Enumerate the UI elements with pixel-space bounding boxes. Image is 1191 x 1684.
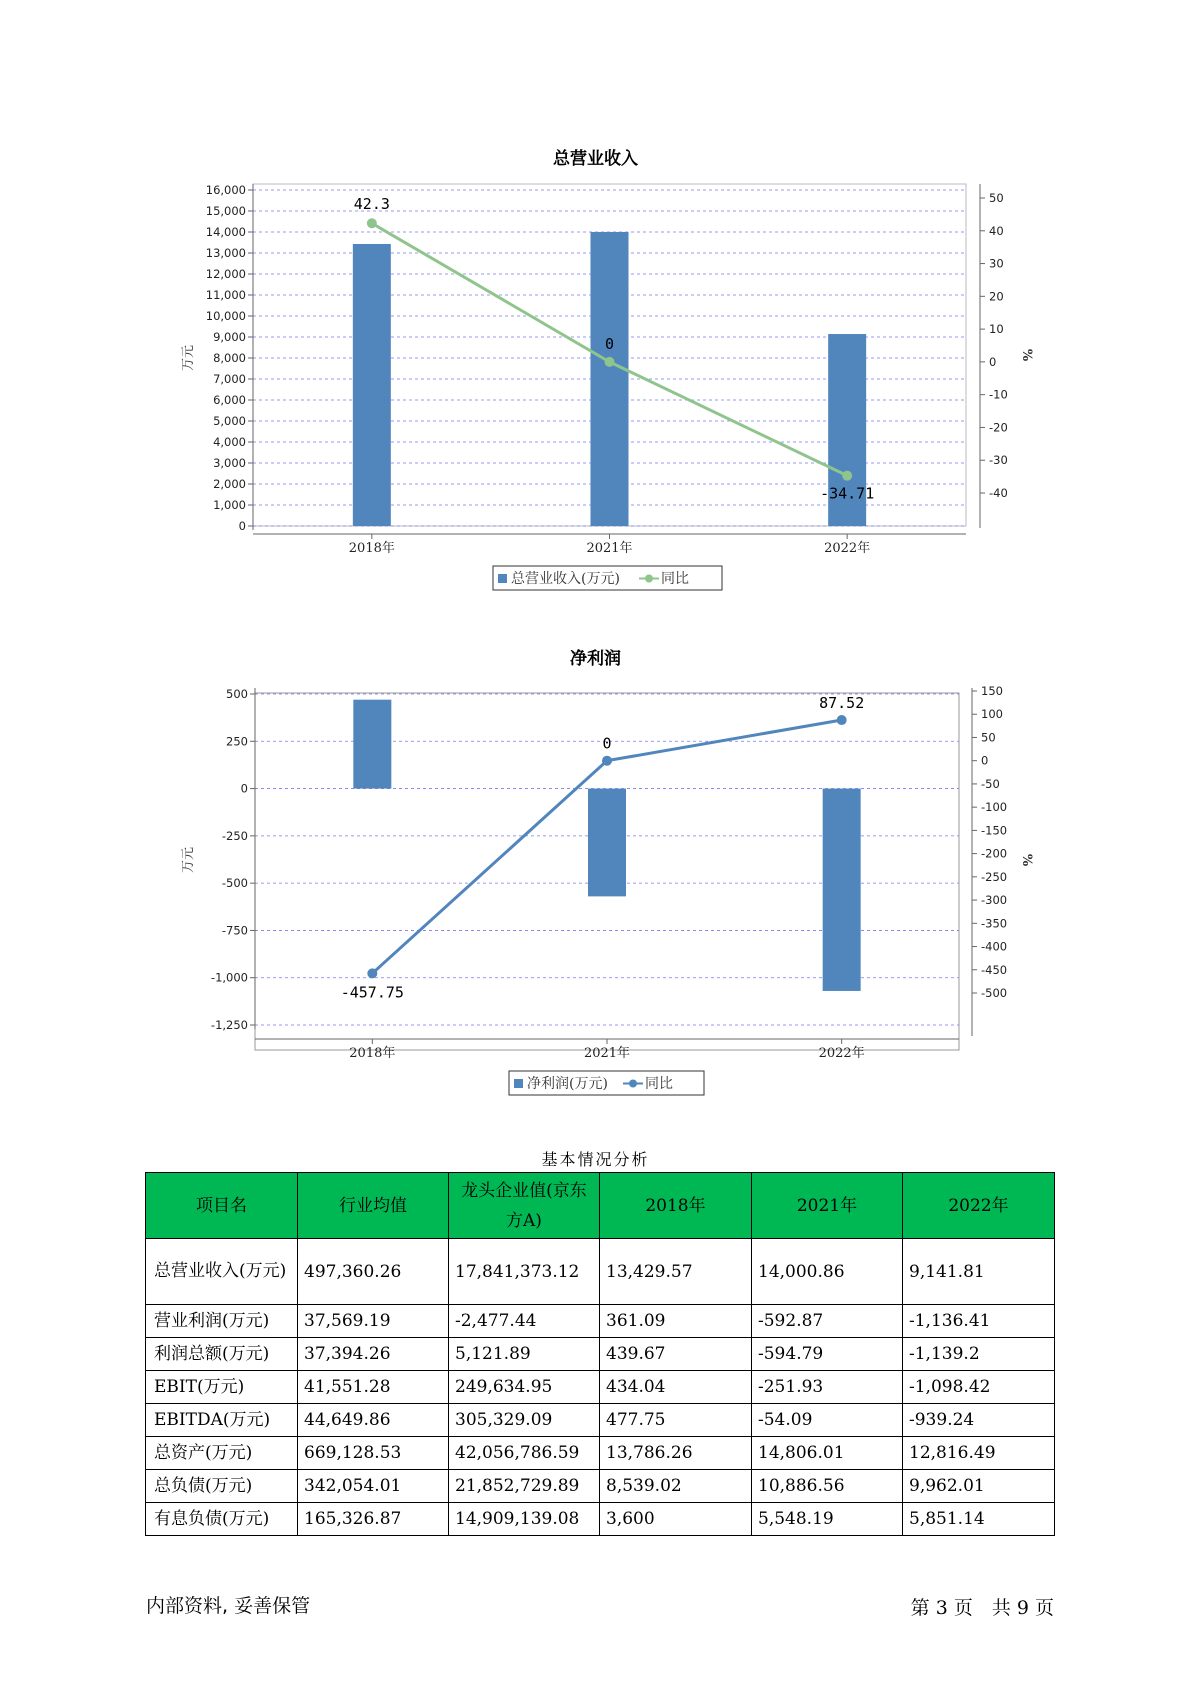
y-tick-label: 12,000 [205,267,246,281]
table-cell: 42,056,786.59 [449,1437,600,1470]
table-row [146,1437,1055,1470]
y2-tick-label: -20 [989,420,1008,435]
legend-label: 总营业收入(万元) [511,571,620,587]
table-cell: 总负债(万元) [146,1470,298,1503]
table-cell: 利润总额(万元) [146,1338,298,1371]
line-point [605,357,615,367]
x-tick-label: 2021年 [583,1046,631,1061]
y-tick-label: 6,000 [213,393,246,407]
table-cell: 9,141.81 [903,1239,1055,1305]
chart-net-profit [0,670,1191,1090]
table-cell: 17,841,373.12 [449,1239,600,1305]
y2-tick-label: 10 [989,322,1004,337]
y-tick-label: 250 [226,734,248,749]
table-cell: 361.09 [600,1305,752,1338]
point-label: 0 [602,734,612,753]
table-cell: 21,852,729.89 [449,1470,600,1503]
y-tick-label: -1,000 [210,970,248,985]
y2-tick-label: -500 [981,986,1008,1000]
y2-tick-label: -10 [989,387,1008,402]
y-tick-label: 13,000 [205,246,246,260]
y-tick-label: -1,250 [210,1018,248,1032]
y2-tick-label: -50 [981,776,1000,791]
table-header-cell: 2018年 [600,1173,752,1239]
table-cell: 5,851.14 [903,1503,1055,1536]
table-cell: EBITDA(万元) [146,1404,298,1437]
y-tick-label: -750 [221,923,248,938]
table-caption: 基本情况分析 [541,1150,650,1169]
table-row [146,1371,1055,1404]
y-tick-label: 15,000 [205,204,246,218]
table-cell: 434.04 [600,1371,752,1404]
line-point [367,218,377,228]
y2-axis-label: % [1019,348,1034,362]
table-cell: 14,000.86 [752,1239,903,1305]
y2-tick-label: -100 [981,800,1008,815]
table-cell: 477.75 [600,1404,752,1437]
y-tick-label: 11,000 [205,288,246,302]
table-cell: 有息负债(万元) [146,1503,298,1536]
y2-tick-label: 40 [989,223,1004,238]
table-cell: EBIT(万元) [146,1371,298,1404]
legend-label: 同比 [661,571,689,587]
point-label: 42.3 [353,195,390,214]
bar [823,789,861,991]
y2-tick-label: -400 [981,939,1008,954]
table-header-cell: 行业均值 [298,1173,449,1239]
y2-axis-label: % [1019,853,1034,867]
table-cell: -2,477.44 [449,1305,600,1338]
table-header-cell: 项目名 [146,1173,298,1239]
table-cell: 41,551.28 [298,1371,449,1404]
table-row [146,1338,1055,1371]
y2-tick-label: 20 [989,289,1004,304]
y-tick-label: 500 [226,687,248,701]
line-point [602,756,612,766]
legend-swatch-point [645,575,653,583]
bar [591,232,629,526]
y2-tick-label: 50 [981,730,996,745]
table-cell: -1,139.2 [903,1338,1055,1371]
y-axis-label: 万元 [181,344,196,372]
x-tick-label: 2021年 [586,541,633,556]
point-label: 87.52 [819,694,865,713]
bar [588,789,626,897]
line-point [837,715,847,725]
table-header-cell: 龙头企业值(京东方A) [449,1173,600,1239]
y-tick-label: 16,000 [205,183,246,197]
y2-tick-label: -150 [981,823,1008,838]
table-cell: 37,394.26 [298,1338,449,1371]
table-cell: 249,634.95 [449,1371,600,1404]
legend-swatch-bar [498,574,507,583]
table-cell: 14,909,139.08 [449,1503,600,1536]
table-cell: 3,600 [600,1503,752,1536]
y2-tick-label: 0 [989,354,997,369]
y2-tick-label: -250 [981,869,1008,884]
table-row [146,1503,1055,1536]
table-cell: -939.24 [903,1404,1055,1437]
table-cell: -1,136.41 [903,1305,1055,1338]
table-cell: 165,326.87 [298,1503,449,1536]
y-tick-label: 5,000 [213,414,246,428]
line-point [367,968,377,978]
table-cell: 37,569.19 [298,1305,449,1338]
table-cell: 342,054.01 [298,1470,449,1503]
chart-title-net-profit: 净利润 [570,649,621,669]
y-tick-label: -500 [221,876,248,891]
table-header-row [146,1173,1055,1239]
table-cell: -251.93 [752,1371,903,1404]
y2-tick-label: 100 [981,707,1003,722]
y-tick-label: -250 [221,828,248,843]
y2-tick-label: -350 [981,916,1008,931]
y-tick-label: 4,000 [213,435,246,449]
y-tick-label: 0 [238,519,246,533]
table-cell: 9,962.01 [903,1470,1055,1503]
line-point [842,471,852,481]
legend-swatch-point [629,1080,637,1088]
y2-tick-label: 0 [981,753,989,768]
table-cell: -54.09 [752,1404,903,1437]
y-tick-label: 9,000 [213,330,246,344]
y-tick-label: 1,000 [213,498,246,512]
table-cell: 13,429.57 [600,1239,752,1305]
table-cell: 5,548.19 [752,1503,903,1536]
table-cell: 14,806.01 [752,1437,903,1470]
legend-label: 净利润(万元) [527,1076,608,1092]
table-row [146,1470,1055,1503]
table-cell: 总营业收入(万元) [146,1239,298,1305]
chart-revenue [0,170,1191,590]
bar [353,700,391,789]
table-row [146,1305,1055,1338]
y2-tick-label: -200 [981,846,1008,861]
y-tick-label: 7,000 [213,372,246,386]
table-cell: 总资产(万元) [146,1437,298,1470]
legend-label: 同比 [645,1076,673,1092]
bar [353,244,391,526]
point-label: -34.71 [820,484,875,503]
y-tick-label: 2,000 [213,477,246,491]
y-tick-label: 14,000 [205,225,246,239]
legend-swatch-bar [514,1079,523,1088]
table-cell: 营业利润(万元) [146,1305,298,1338]
table-cell: -1,098.42 [903,1371,1055,1404]
table-row [146,1239,1055,1305]
x-tick-label: 2018年 [349,1046,396,1061]
table-cell: -592.87 [752,1305,903,1338]
y2-tick-label: -40 [989,486,1008,500]
y2-tick-label: 30 [989,256,1004,271]
y2-tick-label: -300 [981,893,1008,908]
chart-title-revenue: 总营业收入 [553,149,638,169]
y-axis-label: 万元 [181,846,196,874]
footer-confidential-note: 内部资料, 妥善保管 [146,1595,311,1617]
basic-analysis-table [145,1172,1055,1536]
y-tick-label: 10,000 [205,309,246,323]
x-tick-label: 2022年 [824,541,871,556]
table-cell: 497,360.26 [298,1239,449,1305]
point-label: 0 [604,334,615,353]
y-tick-label: 0 [240,781,248,796]
table-cell: 13,786.26 [600,1437,752,1470]
table-row [146,1404,1055,1437]
table-cell: 12,816.49 [903,1437,1055,1470]
table-header-cell: 2022年 [903,1173,1055,1239]
point-label: -457.75 [340,983,404,1002]
table-cell: 439.67 [600,1338,752,1371]
y2-tick-label: 50 [989,191,1004,205]
table-cell: 8,539.02 [600,1470,752,1503]
x-tick-label: 2022年 [818,1046,865,1061]
table-header-cell: 2021年 [752,1173,903,1239]
y-tick-label: 8,000 [213,351,246,365]
table-cell: 10,886.56 [752,1470,903,1503]
table-cell: 44,649.86 [298,1404,449,1437]
x-tick-label: 2018年 [348,541,395,556]
footer-page-number: 第 3 页 共 9 页 [910,1597,1054,1619]
y2-tick-label: -30 [989,453,1008,468]
table-cell: 5,121.89 [449,1338,600,1371]
table-cell: -594.79 [752,1338,903,1371]
y2-tick-label: -450 [981,962,1008,977]
y-tick-label: 3,000 [213,456,246,470]
y2-tick-label: 150 [981,684,1003,698]
table-cell: 305,329.09 [449,1404,600,1437]
table-cell: 669,128.53 [298,1437,449,1470]
